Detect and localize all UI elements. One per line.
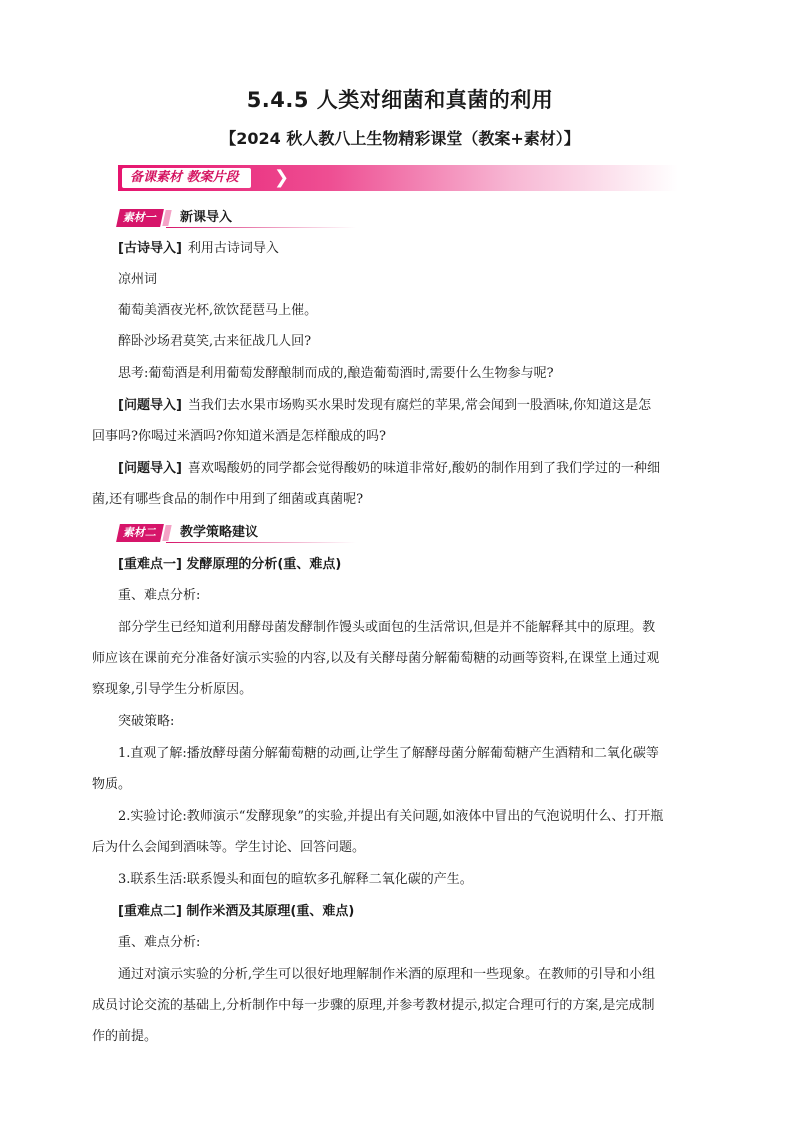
- strategy-1-line-1: 1.直观了解:播放酵母菌分解葡萄糖的动画,让学生了解酵母菌分解葡萄糖产生酒精和二氧化碳等: [118, 746, 659, 761]
- poem-tag: [古诗导入]: [118, 241, 182, 256]
- analysis-1-line-1: 部分学生已经知道利用酵母菌发酵制作馒头或面包的生活常识,但是并不能解释其中的原理。教: [118, 620, 656, 635]
- section-tag-tail: [162, 525, 171, 541]
- page-subtitle: 【2024 秋人教八上生物精彩课堂（教案+素材）】: [220, 129, 580, 148]
- analysis-2-line-3: 作的前提。: [92, 1029, 158, 1044]
- section-tag: 素材一: [116, 209, 164, 227]
- poem-line-2: 醉卧沙场君莫笑,古来征战几人回?: [118, 334, 312, 349]
- question-tag: [问题导入]: [118, 461, 182, 476]
- page-title: 5.4.5 人类对细菌和真菌的利用: [246, 88, 554, 112]
- strategy-label: 突破策略:: [118, 714, 175, 729]
- poem-title: 凉州词: [118, 272, 158, 287]
- difficulty-heading-2: [重难点二] 制作米酒及其原理(重、难点): [118, 904, 355, 919]
- section-title: 新课导入: [180, 210, 233, 225]
- strategy-1-line-2: 物质。: [92, 777, 132, 792]
- difficulty-heading-1: [重难点一] 发酵原理的分析(重、难点): [118, 557, 342, 572]
- analysis-1-line-3: 察现象,引导学生分析原因。: [92, 682, 253, 697]
- poem-intro: 利用古诗词导入: [187, 241, 279, 256]
- question-intro-1: [118, 398, 651, 414]
- question-1-line-1: 当我们去水果市场购买水果时发现有腐烂的苹果,常会闻到一股酒味,你知道这是怎: [187, 398, 652, 413]
- strategy-3-line-1: 3.联系生活:联系馒头和面包的暄软多孔解释二氧化碳的产生。: [118, 872, 473, 887]
- question-1-line-2: 回事吗?你喝过米酒吗?你知道米酒是怎样酿成的吗?: [92, 429, 386, 444]
- analysis-2-line-1: 通过对演示实验的分析,学生可以很好地理解制作米酒的原理和一些现象。在教师的引导和小组: [118, 967, 656, 982]
- strategy-2-line-1: 2.实验讨论:教师演示“发酵现象”的实验,并提出有关问题,如液体中冒出的气泡说明什么、打开瓶: [118, 809, 664, 824]
- question-intro-2: [118, 461, 660, 477]
- question-2-line-2: 菌,还有哪些食品的制作中用到了细菌或真菌呢?: [92, 492, 364, 507]
- strategy-2-line-2: 后为什么会闻到酒味等。学生讨论、回答问题。: [92, 840, 366, 855]
- poem-question: 思考:葡萄酒是利用葡萄发酵酿制而成的,酿造葡萄酒时,需要什么生物参与呢?: [118, 366, 554, 381]
- chevron-right-icon: ❯: [274, 167, 290, 188]
- section-banner: [118, 165, 678, 191]
- section-header-material1: [118, 207, 358, 229]
- section-underline: [166, 542, 356, 543]
- analysis-1-line-2: 师应该在课前充分准备好演示实验的内容,以及有关酵母菌分解葡萄糖的动画等资料,在课堂上通过观: [92, 651, 660, 666]
- section-tag-tail: [162, 210, 171, 226]
- section-title: 教学策略建议: [180, 525, 259, 540]
- section-underline: [166, 227, 356, 228]
- analysis-2-line-2: 成员讨论交流的基础上,分析制作中每一步骤的原理,并参考教材提示,拟定合理可行的方案,是完成制: [92, 998, 655, 1013]
- analysis-label-2: 重、难点分析:: [118, 935, 201, 950]
- poem-line-1: 葡萄美酒夜光杯,欲饮琵琶马上催。: [118, 303, 318, 318]
- section-header-material2: [118, 522, 358, 544]
- banner-label: 备课素材 教案片段: [122, 168, 251, 188]
- question-2-line-1: 喜欢喝酸奶的同学都会觉得酸奶的味道非常好,酸奶的制作用到了我们学过的一种细: [187, 461, 661, 476]
- section-tag: 素材二: [116, 524, 164, 542]
- analysis-label-1: 重、难点分析:: [118, 588, 201, 603]
- question-tag: [问题导入]: [118, 398, 182, 413]
- poem-intro-paragraph: [118, 241, 279, 257]
